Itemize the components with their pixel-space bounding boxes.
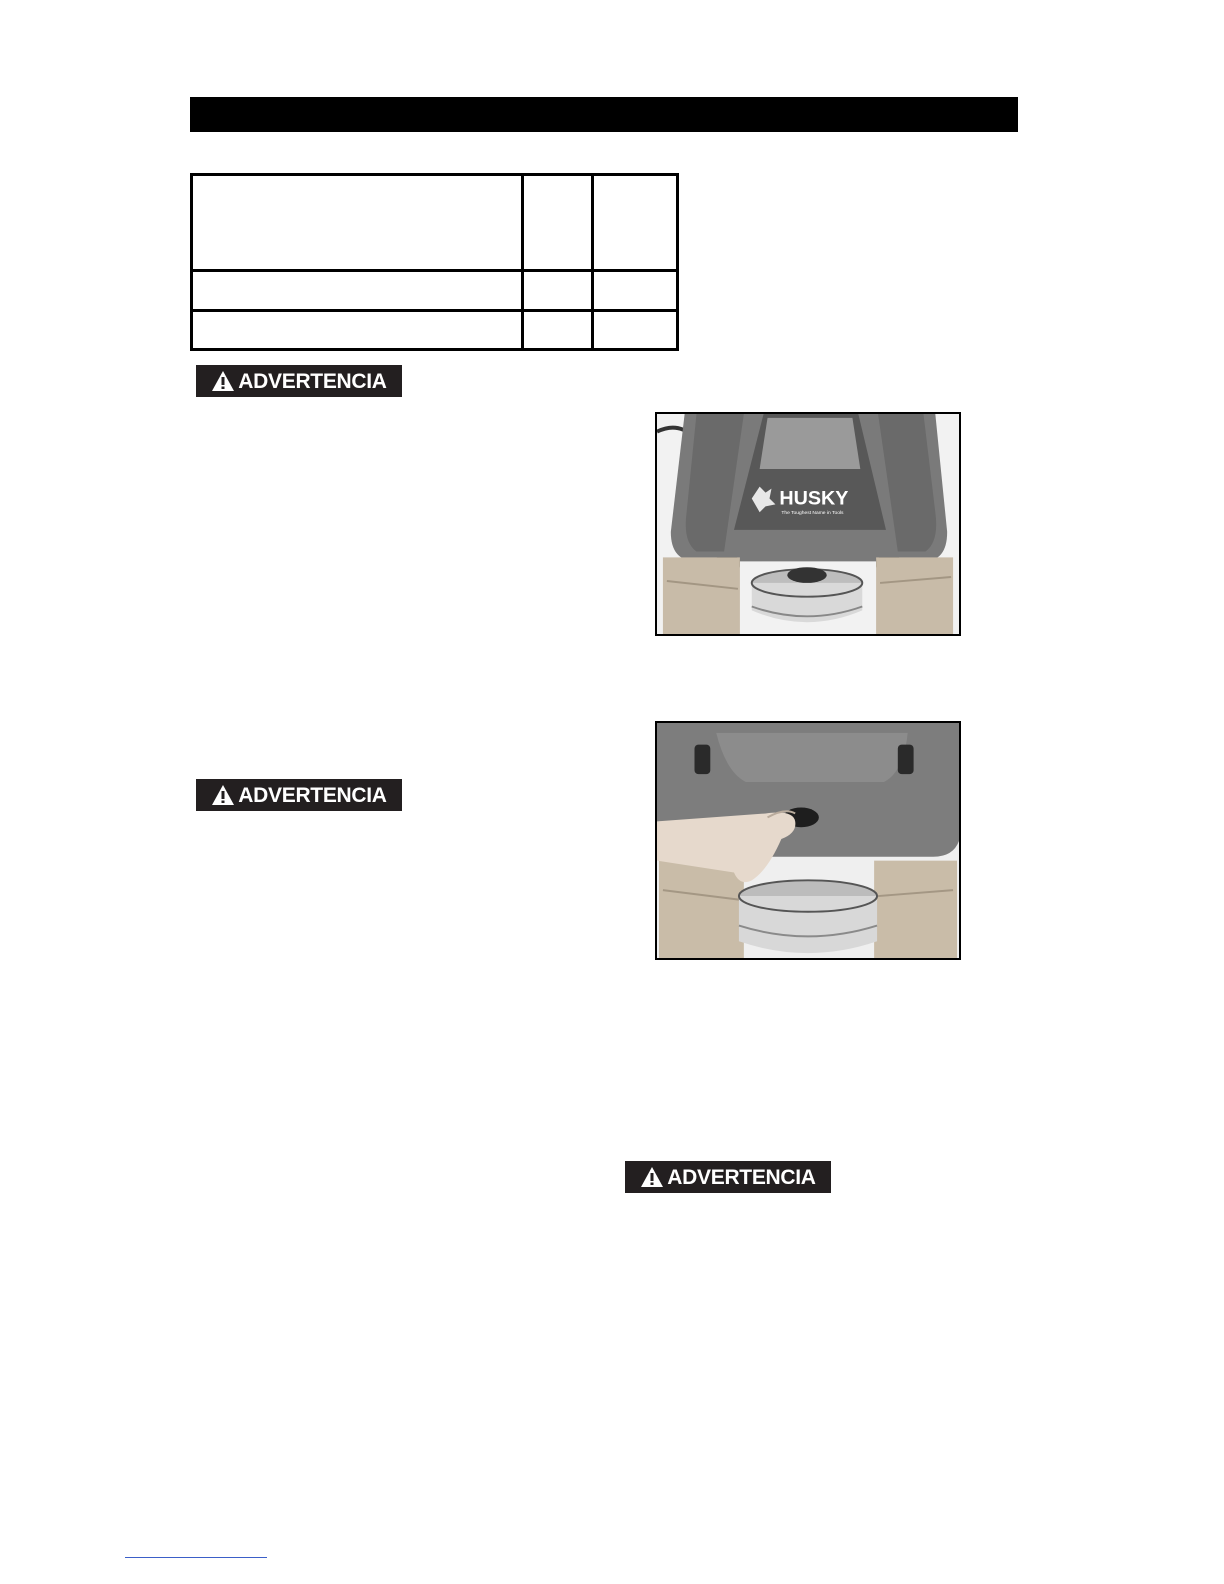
husky-tagline: The Toughest Name in Tools (781, 511, 844, 517)
warning-label-2 (196, 779, 402, 811)
table-cell (523, 271, 593, 310)
sprayer-base-illustration (657, 414, 959, 634)
warning-text: ADVERTENCIA (238, 783, 387, 807)
warning-text: ADVERTENCIA (238, 369, 387, 393)
drain-valve-illustration (657, 723, 959, 958)
table-cell (192, 175, 523, 271)
table-cell (192, 271, 523, 310)
figure-sprayer-base (655, 412, 961, 636)
warning-label-1 (196, 365, 402, 397)
warning-triangle-icon (211, 370, 235, 392)
warning-label-3 (625, 1161, 831, 1193)
figure-drain-valve (655, 721, 961, 960)
table-cell (593, 310, 678, 349)
section-header-bar (190, 97, 1018, 132)
husky-logo-text: HUSKY (779, 487, 849, 510)
table-cell (192, 310, 523, 349)
warning-triangle-icon (211, 784, 235, 806)
warning-triangle-icon (640, 1166, 664, 1188)
table-header-row (192, 175, 678, 271)
table-cell (593, 175, 678, 271)
maintenance-table (190, 173, 679, 351)
table-cell (593, 271, 678, 310)
table-cell (523, 175, 593, 271)
table-row (192, 310, 678, 349)
footer-link-underline (125, 1557, 267, 1558)
warning-text: ADVERTENCIA (667, 1165, 816, 1189)
table-cell (523, 310, 593, 349)
table-row (192, 271, 678, 310)
